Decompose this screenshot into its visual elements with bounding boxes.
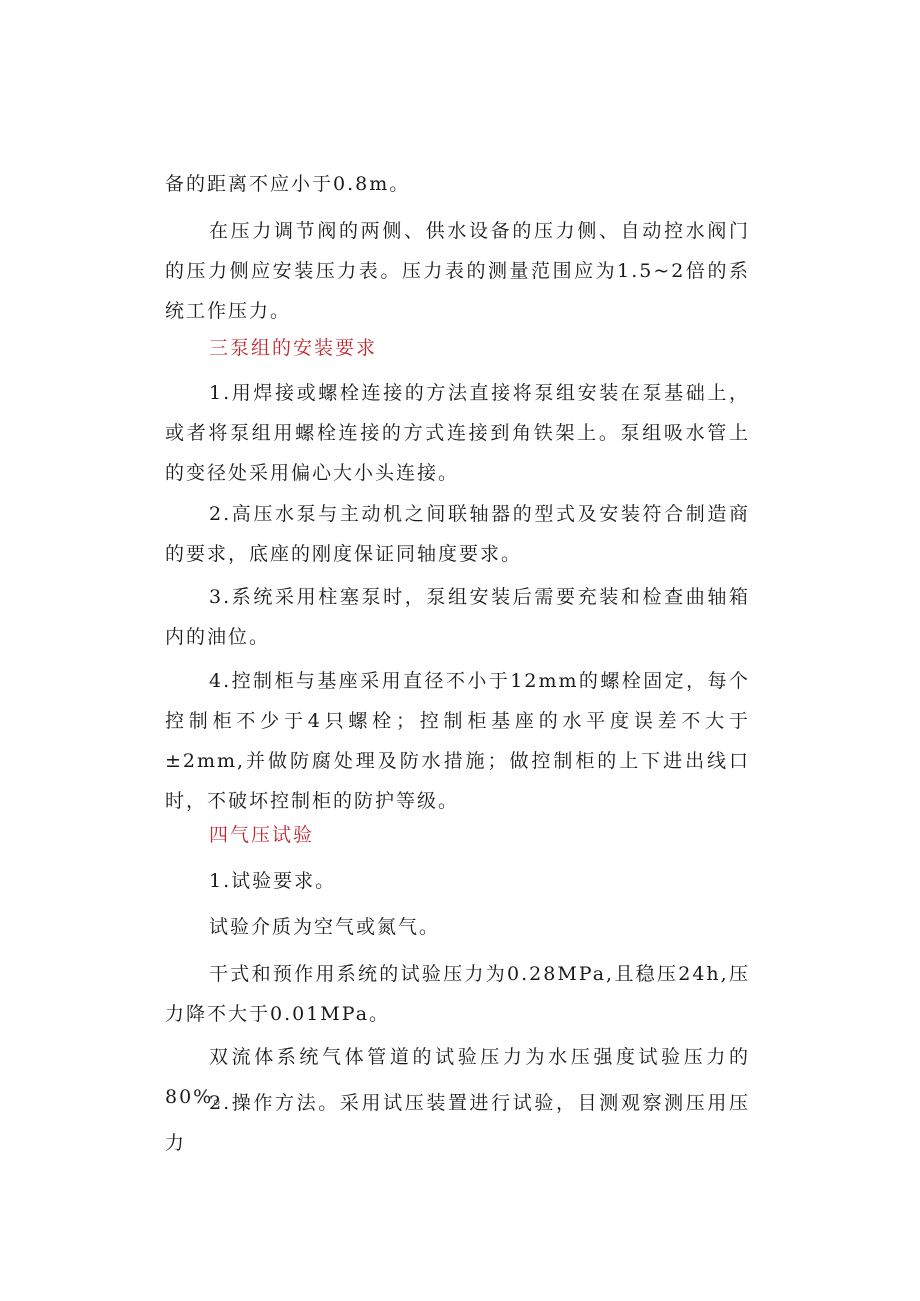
paragraph-operation-method: 2.操作方法。采用试压装置进行试验，目测观察测压用压力	[165, 1092, 750, 1154]
paragraph-test-medium: 试验介质为空气或氮气。	[209, 916, 441, 938]
paragraph-item-3: 3.系统采用柱塞泵时，泵组安装后需要充装和检查曲轴箱内的油位。	[165, 586, 750, 648]
section-heading-pump-installation: 三泵组的安装要求	[209, 337, 378, 359]
paragraph-dual-fluid: 双流体系统气体管道的试验压力为水压强度试验压力的80%。	[165, 1046, 750, 1108]
paragraph-test-requirements: 1.试验要求。	[209, 870, 337, 892]
section-heading-pressure-test: 四气压试验	[209, 824, 315, 846]
paragraph-pressure-gauge: 在压力调节阀的两侧、供水设备的压力侧、自动控水阀门的压力侧应安装压力表。压力表的测量范围应为1.5~2倍的系统工作压力。	[165, 220, 750, 322]
paragraph-item-1: 1.用焊接或螺栓连接的方法直接将泵组安装在泵基础上，或者将泵组用螺栓连接的方式连接到角铁架上。泵组吸水管上的变径处采用偏心大小头连接。	[165, 382, 750, 484]
paragraph-test-pressure: 干式和预作用系统的试验压力为0.28MPa,且稳压24h,压力降不大于0.01MPa。	[165, 963, 750, 1025]
paragraph-continuation: 备的距离不应小于0.8m。	[165, 173, 411, 195]
paragraph-item-2: 2.高压水泵与主动机之间联轴器的型式及安装符合制造商的要求，底座的刚度保证同轴度要求。	[165, 503, 750, 565]
paragraph-item-4: 4.控制柜与基座采用直径不小于12mm的螺栓固定，每个控制柜不少于4只螺栓；控制柜基座的水平度误差不大于±2mm,并做防腐处理及防水措施；做控制柜的上下进出线口时，不破坏控制柜的防护等级。	[165, 670, 750, 812]
